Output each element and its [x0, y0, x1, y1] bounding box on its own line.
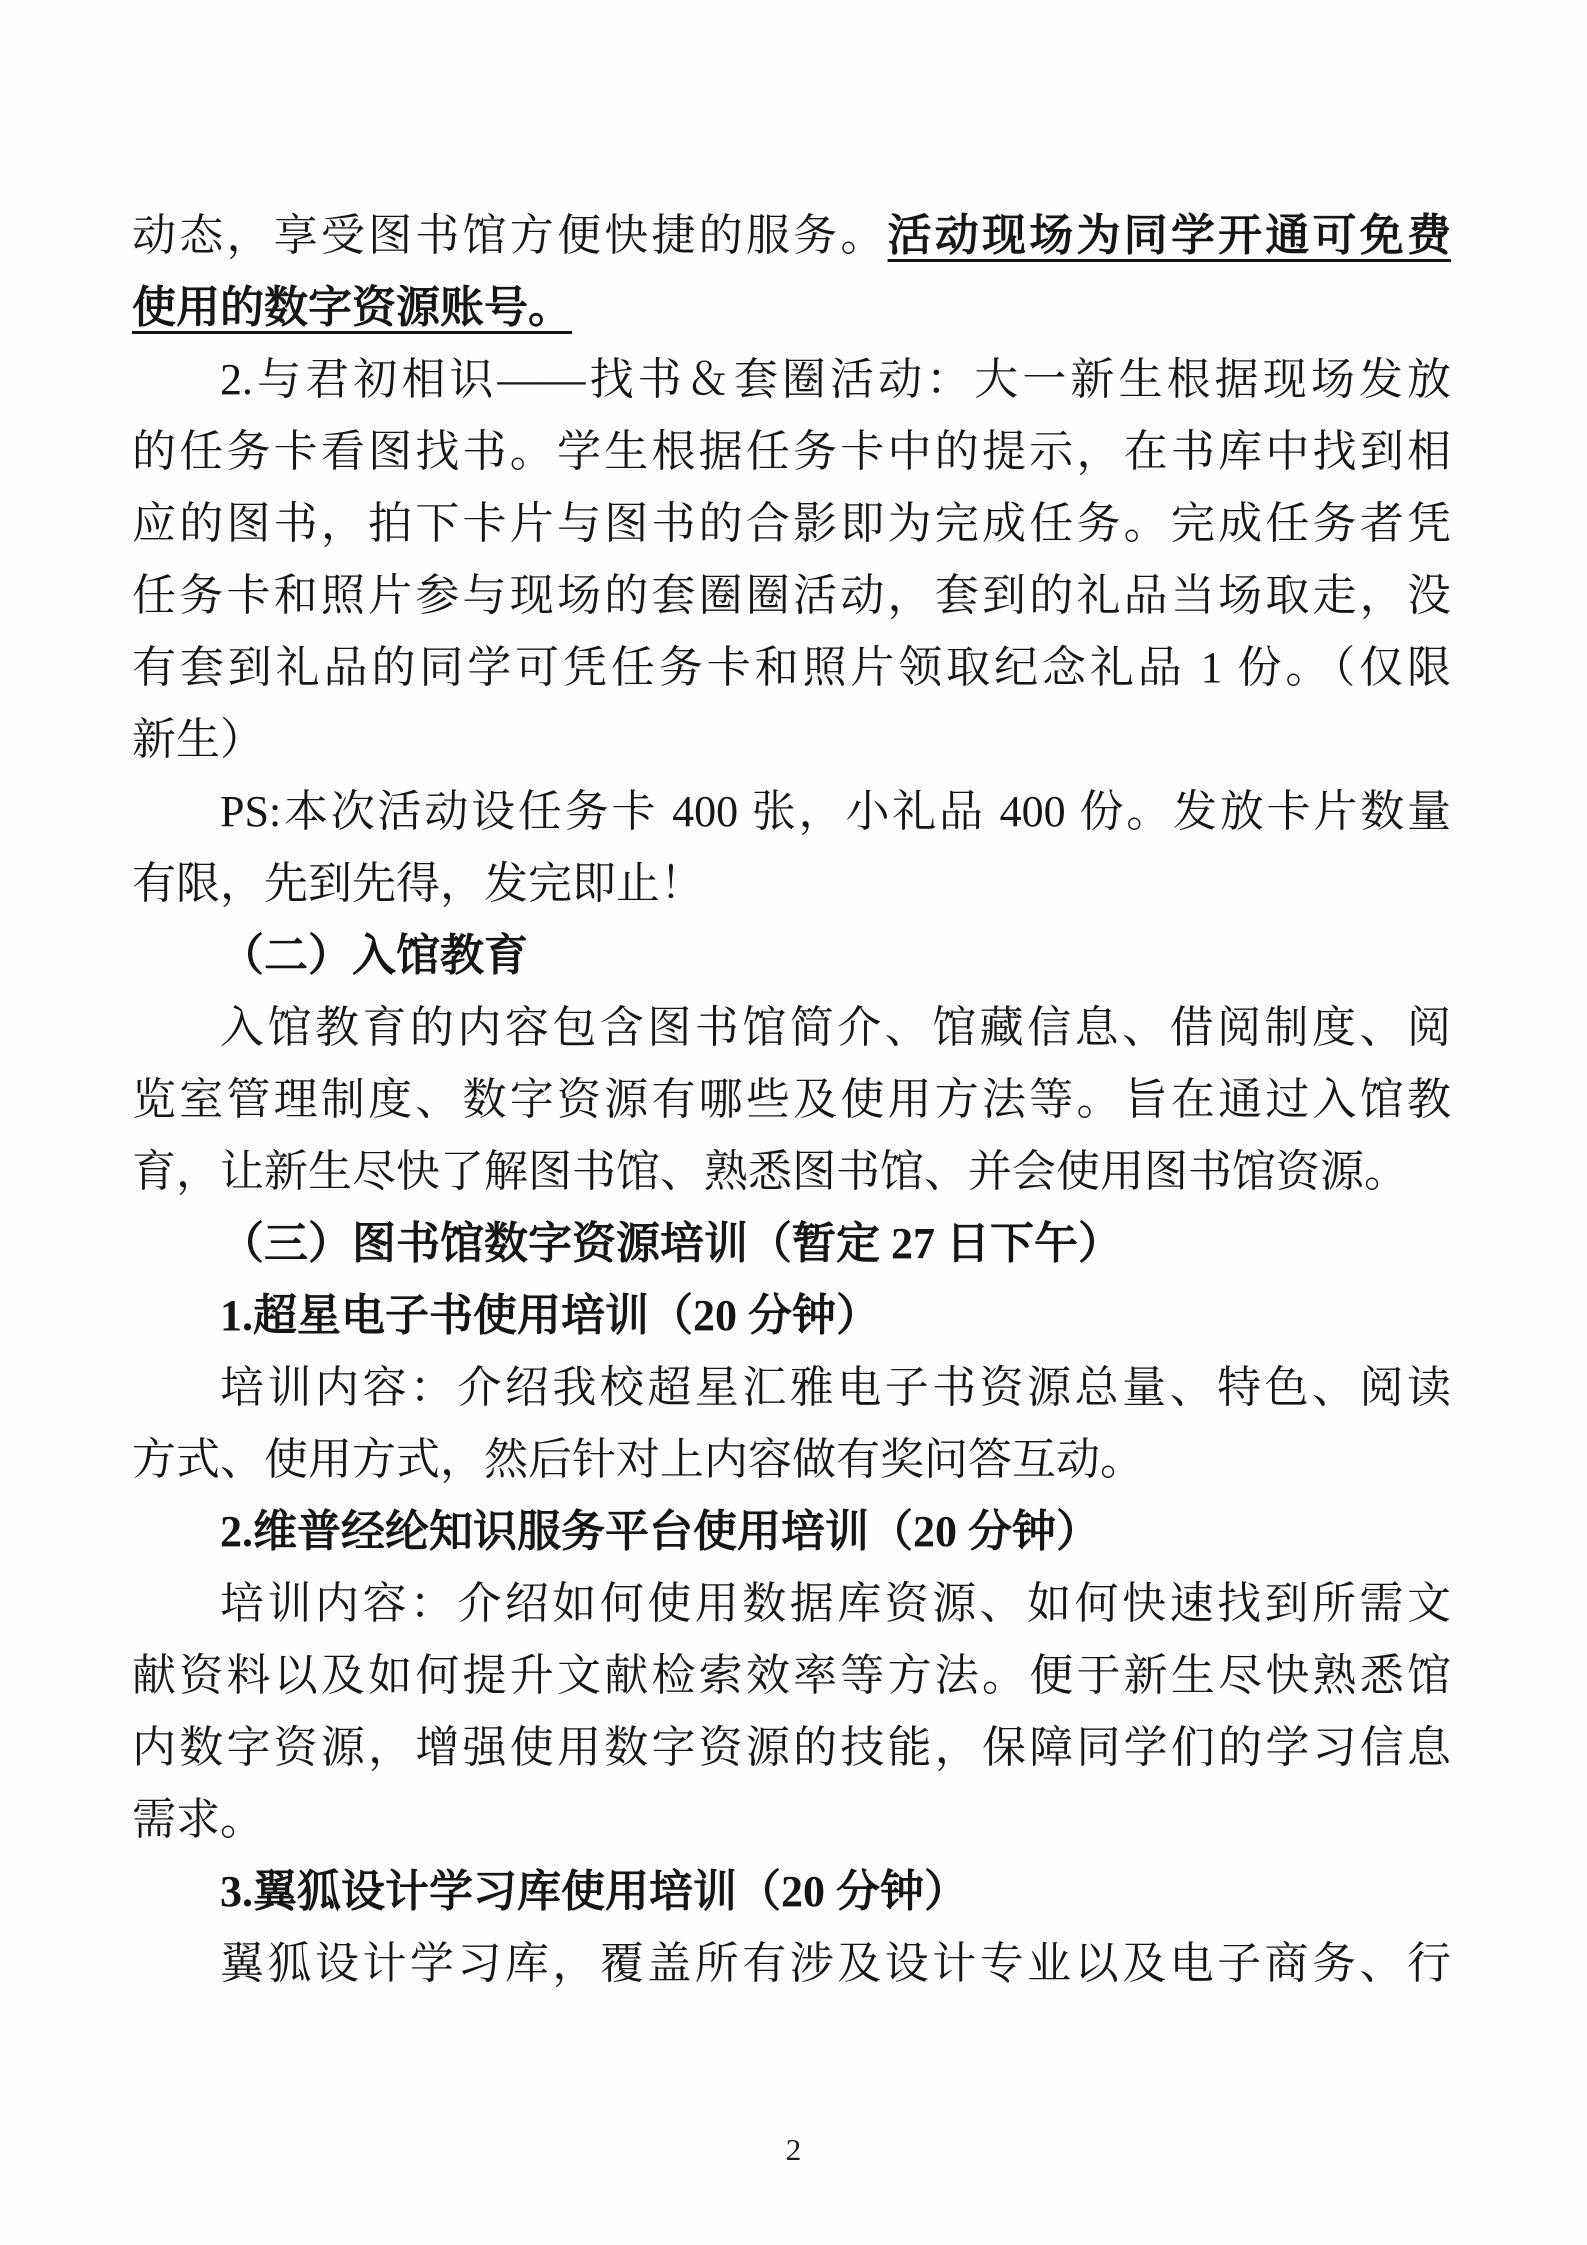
text-line [132, 632, 1451, 704]
text-run: 培训内容：介绍如何使用数据库资源、如何快速找到所需文 [220, 1579, 1451, 1628]
text-run: 翼狐设计学习库，覆盖所有涉及设计专业以及电子商务、行 [220, 1939, 1451, 1988]
text-line [132, 344, 1451, 416]
text-run: 览室管理制度、数字资源有哪些及使用方法等。旨在通过入馆教 [132, 1075, 1451, 1124]
text-line [132, 1784, 1451, 1856]
text-run: 方式、使用方式，然后针对上内容做有奖问答互动。 [132, 1435, 1144, 1484]
text-line [132, 1208, 1451, 1280]
text-run: 2.与君初相识——找书＆套圈活动：大一新生根据现场发放 [220, 355, 1451, 404]
text-line [132, 1064, 1451, 1136]
text-line [132, 1928, 1451, 2000]
text-run: 入馆教育的内容包含图书馆简介、馆藏信息、借阅制度、阅 [220, 1003, 1451, 1052]
text-run: 培训内容：介绍我校超星汇雅电子书资源总量、特色、阅读 [220, 1363, 1451, 1412]
text-line [132, 992, 1451, 1064]
text-line [132, 1280, 1451, 1352]
page-content [132, 200, 1451, 2000]
text-run: 有套到礼品的同学可凭任务卡和照片领取纪念礼品 1 份。（仅限 [132, 643, 1451, 692]
text-run: PS:本次活动设任务卡 400 张，小礼品 400 份。发放卡片数量 [220, 787, 1451, 836]
text-line [132, 920, 1451, 992]
text-run: 2.维普经纶知识服务平台使用培训（20 分钟） [220, 1507, 1100, 1556]
text-line [132, 1640, 1451, 1712]
text-run: 献资料以及如何提升文献检索效率等方法。便于新生尽快熟悉馆 [132, 1651, 1451, 1700]
text-line [132, 1568, 1451, 1640]
text-run: 的任务卡看图找书。学生根据任务卡中的提示，在书库中找到相 [132, 427, 1451, 476]
text-run: 新生） [132, 715, 264, 764]
text-line [132, 704, 1451, 776]
text-line [132, 1856, 1451, 1928]
text-run: 1.超星电子书使用培训（20 分钟） [220, 1291, 880, 1340]
text-line [132, 416, 1451, 488]
text-run: 内数字资源，增强使用数字资源的技能，保障同学们的学习信息 [132, 1723, 1451, 1772]
text-line [132, 1424, 1451, 1496]
text-run: （三）图书馆数字资源培训（暂定 27 日下午） [220, 1219, 1122, 1268]
text-run: 需求。 [132, 1795, 264, 1844]
text-line [132, 848, 1451, 920]
text-run: （二）入馆教育 [220, 931, 528, 980]
text-line [132, 272, 1451, 344]
text-run: 活动现场为同学开通可免费 [887, 211, 1452, 260]
text-line [132, 200, 1451, 272]
text-line [132, 560, 1451, 632]
text-line [132, 1712, 1451, 1784]
text-line [132, 1136, 1451, 1208]
text-run: 育，让新生尽快了解图书馆、熟悉图书馆、并会使用图书馆资源。 [132, 1147, 1408, 1196]
text-run: 有限，先到先得，发完即止！ [132, 859, 704, 908]
text-run: 3.翼狐设计学习库使用培训（20 分钟） [220, 1867, 968, 1916]
text-line [132, 776, 1451, 848]
text-line [132, 1352, 1451, 1424]
text-run: 应的图书，拍下卡片与图书的合影即为完成任务。完成任务者凭 [132, 499, 1451, 548]
text-run: 任务卡和照片参与现场的套圈圈活动，套到的礼品当场取走，没 [132, 571, 1451, 620]
text-run: 使用的数字资源账号。 [132, 283, 572, 332]
text-line [132, 1496, 1451, 1568]
text-line [132, 488, 1451, 560]
page-number: 2 [785, 2132, 802, 2167]
text-run: 动态，享受图书馆方便快捷的服务。 [132, 211, 888, 260]
